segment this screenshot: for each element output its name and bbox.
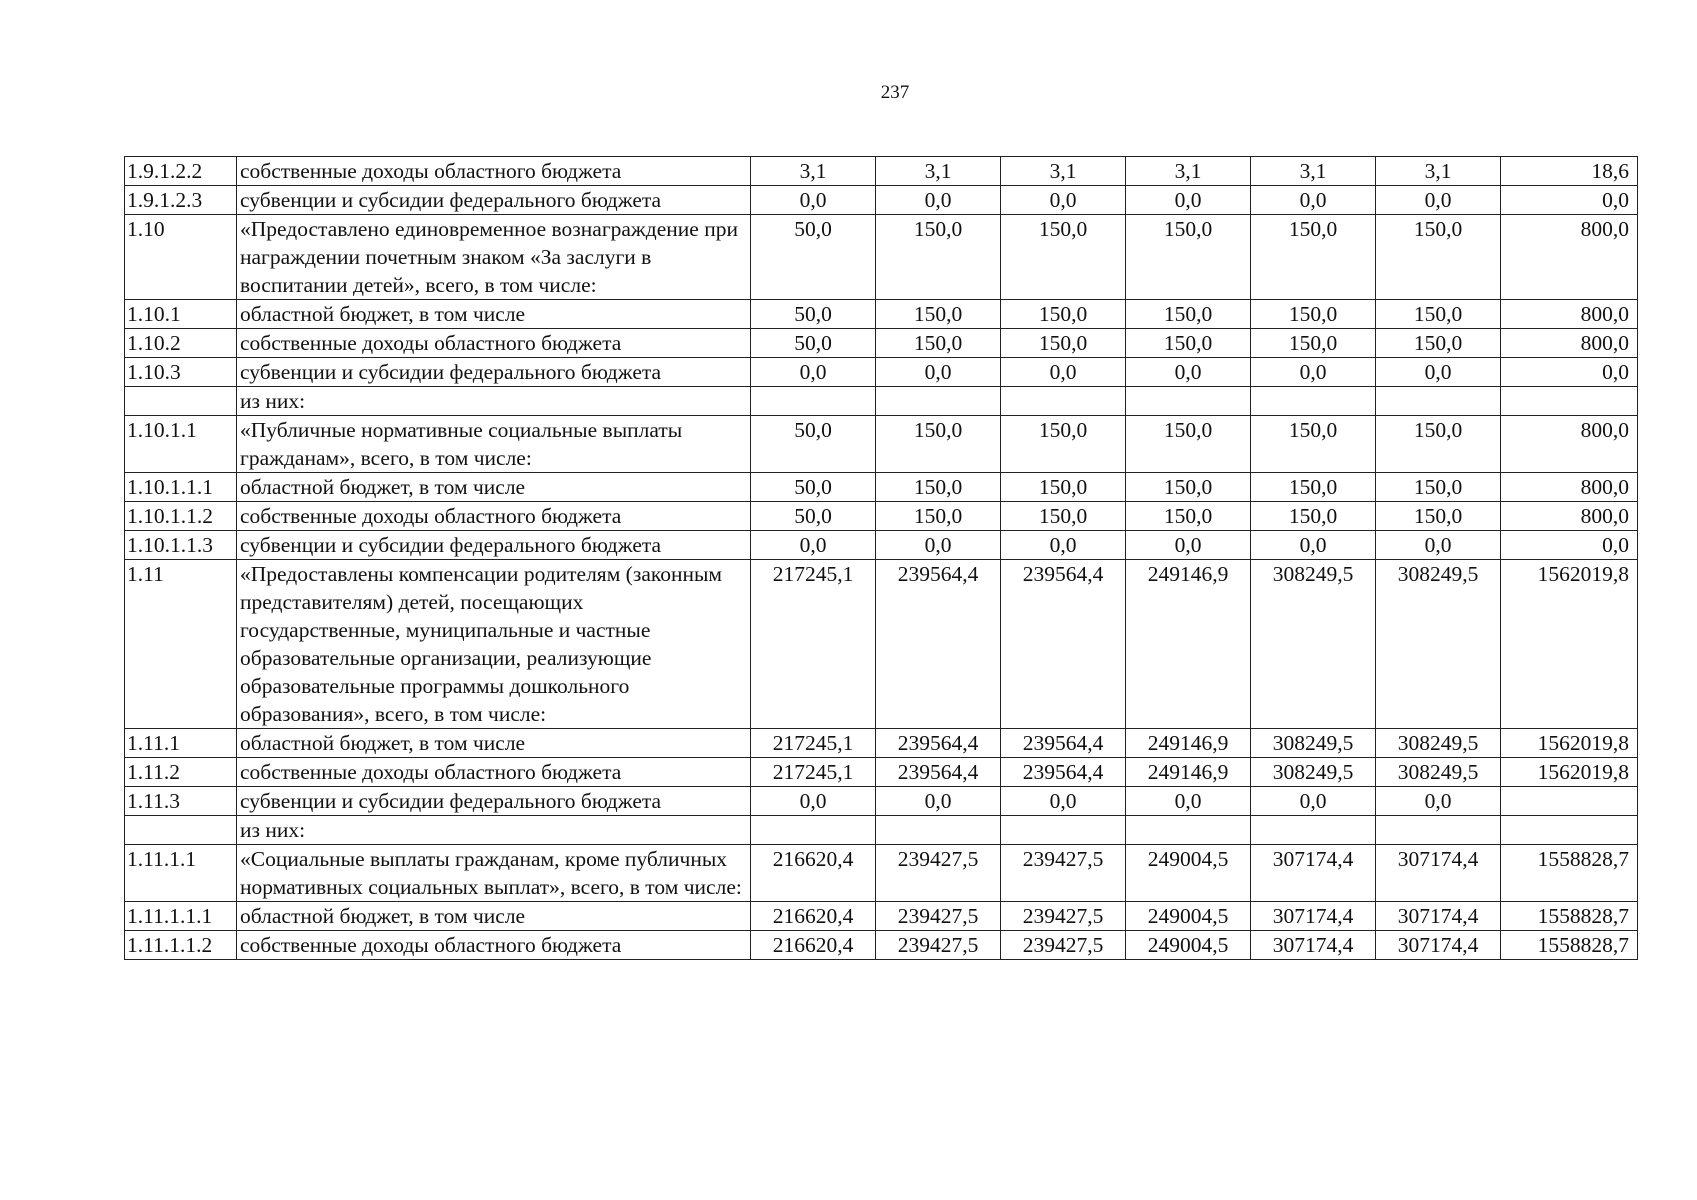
table-row — [125, 560, 1638, 729]
row-description: субвенции и субсидии федерального бюджета — [237, 787, 751, 816]
row-value: 150,0 — [1251, 215, 1376, 300]
row-value: 150,0 — [876, 300, 1001, 329]
row-value: 150,0 — [1126, 300, 1251, 329]
row-value: 150,0 — [1126, 416, 1251, 473]
row-value: 239427,5 — [1001, 902, 1126, 931]
row-value — [751, 387, 876, 416]
row-value: 150,0 — [1126, 215, 1251, 300]
table-row — [125, 416, 1638, 473]
row-value: 150,0 — [876, 416, 1001, 473]
row-value: 150,0 — [1001, 300, 1126, 329]
row-total-value: 800,0 — [1501, 215, 1638, 300]
row-description: «Социальные выплаты гражданам, кроме публичных нормативных социальных выплат», всего, в том числе: — [237, 845, 751, 902]
row-total-value: 1562019,8 — [1501, 758, 1638, 787]
row-value: 150,0 — [1376, 300, 1501, 329]
table-row — [125, 157, 1638, 186]
row-value: 150,0 — [876, 215, 1001, 300]
row-description: из них: — [237, 816, 751, 845]
row-value: 0,0 — [876, 358, 1001, 387]
row-value: 216620,4 — [751, 931, 876, 960]
row-code: 1.11.1 — [125, 729, 237, 758]
row-value: 0,0 — [1001, 186, 1126, 215]
row-total-value: 18,6 — [1501, 157, 1638, 186]
row-description: областной бюджет, в том числе — [237, 902, 751, 931]
row-total-value: 1562019,8 — [1501, 729, 1638, 758]
row-value: 0,0 — [1126, 531, 1251, 560]
row-value: 216620,4 — [751, 845, 876, 902]
row-code: 1.11.1.1 — [125, 845, 237, 902]
row-code: 1.10.1.1.1 — [125, 473, 237, 502]
row-value: 308249,5 — [1251, 758, 1376, 787]
row-total-value: 800,0 — [1501, 329, 1638, 358]
row-value: 150,0 — [1001, 502, 1126, 531]
row-value: 0,0 — [1001, 358, 1126, 387]
row-code: 1.9.1.2.3 — [125, 186, 237, 215]
row-value: 150,0 — [1126, 329, 1251, 358]
row-value: 308249,5 — [1376, 729, 1501, 758]
row-value: 150,0 — [1001, 416, 1126, 473]
row-value: 150,0 — [1001, 329, 1126, 358]
table-row — [125, 502, 1638, 531]
row-code: 1.11 — [125, 560, 237, 729]
row-value: 50,0 — [751, 473, 876, 502]
row-value: 150,0 — [876, 329, 1001, 358]
row-description: субвенции и субсидии федерального бюджета — [237, 358, 751, 387]
row-total-value: 0,0 — [1501, 186, 1638, 215]
row-value: 239564,4 — [876, 758, 1001, 787]
row-code: 1.11.1.1.1 — [125, 902, 237, 931]
row-code: 1.10.1 — [125, 300, 237, 329]
row-value: 308249,5 — [1251, 560, 1376, 729]
row-value — [1251, 816, 1376, 845]
row-value: 239564,4 — [1001, 729, 1126, 758]
row-value: 0,0 — [1376, 358, 1501, 387]
row-total-value: 800,0 — [1501, 473, 1638, 502]
row-value: 249004,5 — [1126, 931, 1251, 960]
row-value: 50,0 — [751, 416, 876, 473]
row-value: 3,1 — [876, 157, 1001, 186]
row-value: 3,1 — [1376, 157, 1501, 186]
row-value: 0,0 — [1001, 787, 1126, 816]
budget-table — [124, 156, 1638, 960]
row-value: 150,0 — [1251, 473, 1376, 502]
row-code: 1.9.1.2.2 — [125, 157, 237, 186]
table-row — [125, 787, 1638, 816]
row-value — [876, 387, 1001, 416]
row-value: 150,0 — [1376, 416, 1501, 473]
row-value: 150,0 — [876, 502, 1001, 531]
row-value: 308249,5 — [1251, 729, 1376, 758]
row-value — [1126, 387, 1251, 416]
row-value: 308249,5 — [1376, 758, 1501, 787]
row-total-value: 0,0 — [1501, 531, 1638, 560]
row-description: собственные доходы областного бюджета — [237, 502, 751, 531]
row-value: 0,0 — [876, 186, 1001, 215]
row-value: 217245,1 — [751, 758, 876, 787]
table-row — [125, 902, 1638, 931]
row-value: 239427,5 — [876, 902, 1001, 931]
row-value: 0,0 — [1126, 358, 1251, 387]
table-row — [125, 758, 1638, 787]
row-value: 150,0 — [1251, 329, 1376, 358]
row-value: 50,0 — [751, 300, 876, 329]
table-row — [125, 215, 1638, 300]
table-row — [125, 300, 1638, 329]
row-description: «Публичные нормативные социальные выплаты гражданам», всего, в том числе: — [237, 416, 751, 473]
row-value: 239427,5 — [1001, 931, 1126, 960]
row-value: 217245,1 — [751, 560, 876, 729]
row-value: 0,0 — [1251, 531, 1376, 560]
row-value: 249004,5 — [1126, 845, 1251, 902]
row-value: 0,0 — [1126, 186, 1251, 215]
table-body — [125, 157, 1638, 960]
table-row — [125, 329, 1638, 358]
row-value: 0,0 — [1251, 186, 1376, 215]
row-total-value: 1558828,7 — [1501, 931, 1638, 960]
row-value: 0,0 — [751, 531, 876, 560]
row-value: 0,0 — [1376, 531, 1501, 560]
row-value: 307174,4 — [1376, 902, 1501, 931]
row-code: 1.10 — [125, 215, 237, 300]
table-row — [125, 816, 1638, 845]
row-value: 0,0 — [1001, 531, 1126, 560]
row-code: 1.10.1.1.2 — [125, 502, 237, 531]
table-row — [125, 931, 1638, 960]
row-value: 150,0 — [876, 473, 1001, 502]
row-value: 307174,4 — [1251, 931, 1376, 960]
row-value: 150,0 — [1251, 502, 1376, 531]
row-value: 239564,4 — [876, 560, 1001, 729]
row-code — [125, 387, 237, 416]
row-description: собственные доходы областного бюджета — [237, 329, 751, 358]
row-value: 0,0 — [876, 787, 1001, 816]
row-description: областной бюджет, в том числе — [237, 300, 751, 329]
row-description: собственные доходы областного бюджета — [237, 157, 751, 186]
row-value: 239564,4 — [1001, 560, 1126, 729]
row-value: 3,1 — [1001, 157, 1126, 186]
row-value: 0,0 — [1376, 186, 1501, 215]
row-value: 239564,4 — [1001, 758, 1126, 787]
row-value: 150,0 — [1376, 329, 1501, 358]
row-value: 249146,9 — [1126, 729, 1251, 758]
row-value: 0,0 — [1126, 787, 1251, 816]
row-value — [876, 816, 1001, 845]
row-description: собственные доходы областного бюджета — [237, 931, 751, 960]
table-row — [125, 473, 1638, 502]
row-code: 1.10.1.1.3 — [125, 531, 237, 560]
row-value: 239564,4 — [876, 729, 1001, 758]
table-row — [125, 729, 1638, 758]
row-value: 3,1 — [751, 157, 876, 186]
row-code: 1.10.3 — [125, 358, 237, 387]
row-value: 249146,9 — [1126, 758, 1251, 787]
row-description: областной бюджет, в том числе — [237, 473, 751, 502]
row-value: 0,0 — [751, 186, 876, 215]
row-total-value: 0,0 — [1501, 358, 1638, 387]
row-total-value — [1501, 387, 1638, 416]
page-number: 237 — [880, 82, 910, 103]
row-value: 239427,5 — [876, 845, 1001, 902]
row-description: «Предоставлены компенсации родителям (законным представителям) детей, посещающих государственные, муниципальные и частные образовательные организации, реализующие образовательные программы дошкольного образования», всего, в том числе: — [237, 560, 751, 729]
row-value: 50,0 — [751, 329, 876, 358]
row-value: 307174,4 — [1376, 845, 1501, 902]
row-description: областной бюджет, в том числе — [237, 729, 751, 758]
row-value: 150,0 — [1376, 502, 1501, 531]
row-total-value: 1558828,7 — [1501, 845, 1638, 902]
table-row — [125, 387, 1638, 416]
row-value — [1126, 816, 1251, 845]
row-code: 1.11.2 — [125, 758, 237, 787]
row-value: 0,0 — [1251, 358, 1376, 387]
row-value: 50,0 — [751, 215, 876, 300]
row-value: 150,0 — [1251, 300, 1376, 329]
row-value: 249004,5 — [1126, 902, 1251, 931]
row-value: 239427,5 — [876, 931, 1001, 960]
row-value — [1376, 816, 1501, 845]
row-value: 3,1 — [1126, 157, 1251, 186]
row-value — [1001, 816, 1126, 845]
row-description: из них: — [237, 387, 751, 416]
row-value: 217245,1 — [751, 729, 876, 758]
row-code — [125, 816, 237, 845]
row-value — [1001, 387, 1126, 416]
row-code: 1.11.3 — [125, 787, 237, 816]
row-code: 1.11.1.1.2 — [125, 931, 237, 960]
row-value: 150,0 — [1126, 502, 1251, 531]
row-code: 1.10.2 — [125, 329, 237, 358]
row-value: 307174,4 — [1376, 931, 1501, 960]
row-value: 308249,5 — [1376, 560, 1501, 729]
row-description: субвенции и субсидии федерального бюджета — [237, 531, 751, 560]
row-value: 307174,4 — [1251, 845, 1376, 902]
row-value: 150,0 — [1376, 473, 1501, 502]
table-row — [125, 186, 1638, 215]
row-code: 1.10.1.1 — [125, 416, 237, 473]
row-description: собственные доходы областного бюджета — [237, 758, 751, 787]
row-value: 0,0 — [876, 531, 1001, 560]
row-value: 307174,4 — [1251, 902, 1376, 931]
row-description: «Предоставлено единовременное вознаграждение при награждении почетным знаком «За заслуги в воспитании детей», всего, в том числе: — [237, 215, 751, 300]
row-value: 0,0 — [1376, 787, 1501, 816]
row-total-value: 800,0 — [1501, 502, 1638, 531]
row-value: 0,0 — [751, 787, 876, 816]
row-value — [1376, 387, 1501, 416]
row-value: 150,0 — [1001, 215, 1126, 300]
row-total-value: 1562019,8 — [1501, 560, 1638, 729]
row-value — [751, 816, 876, 845]
row-total-value — [1501, 816, 1638, 845]
table-row — [125, 531, 1638, 560]
row-value: 150,0 — [1001, 473, 1126, 502]
row-value: 249146,9 — [1126, 560, 1251, 729]
row-total-value: 1558828,7 — [1501, 902, 1638, 931]
row-value: 50,0 — [751, 502, 876, 531]
table-row — [125, 358, 1638, 387]
row-value: 0,0 — [751, 358, 876, 387]
row-total-value: 800,0 — [1501, 416, 1638, 473]
row-value — [1251, 387, 1376, 416]
row-total-value — [1501, 787, 1638, 816]
row-value: 239427,5 — [1001, 845, 1126, 902]
row-value: 150,0 — [1126, 473, 1251, 502]
row-value: 3,1 — [1251, 157, 1376, 186]
row-value: 216620,4 — [751, 902, 876, 931]
row-description: субвенции и субсидии федерального бюджета — [237, 186, 751, 215]
row-value: 150,0 — [1376, 215, 1501, 300]
row-value: 150,0 — [1251, 416, 1376, 473]
table-row — [125, 845, 1638, 902]
row-total-value: 800,0 — [1501, 300, 1638, 329]
row-value: 0,0 — [1251, 787, 1376, 816]
